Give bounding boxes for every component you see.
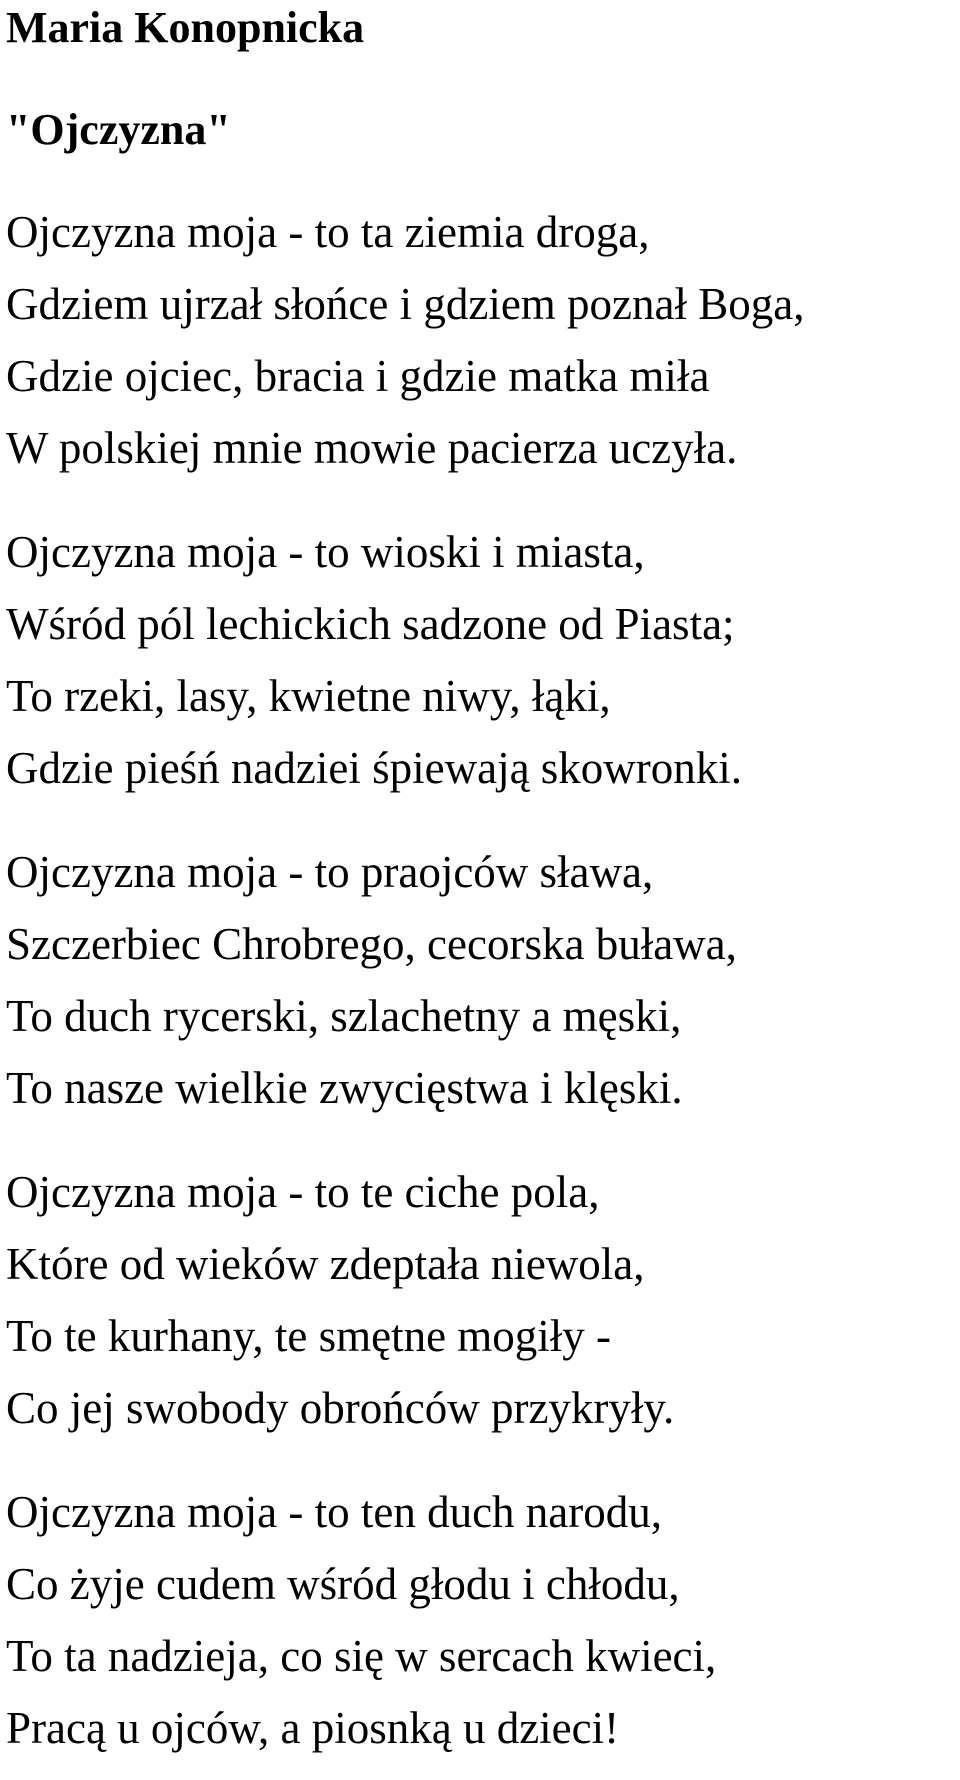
poem-line: To ta nadzieja, co się w sercach kwieci, [6,1631,717,1681]
poem-line: Ojczyzna moja - to wioski i miasta, [6,527,645,577]
poem-line: Co żyje cudem wśród głodu i chłodu, [6,1559,680,1609]
stanza-3 [6,836,737,1124]
poem-author: Maria Konopnicka [6,3,365,52]
poem-line: To rzeki, lasy, kwietne niwy, łąki, [6,671,611,721]
poem-line: Co jej swobody obrońców przykryły. [6,1383,675,1433]
poem-line: Które od wieków zdeptała niewola, [6,1239,645,1289]
poem-line: Gdzie ojciec, bracia i gdzie matka miła [6,351,710,401]
poem-line: Wśród pól lechickich sadzone od Piasta; [6,599,735,649]
poem-line: To nasze wielkie zwycięstwa i klęski. [6,1063,683,1113]
poem-line: Gdzie pieśń nadziei śpiewają skowronki. [6,743,743,793]
stanza-2 [6,516,742,804]
poem-line: Ojczyzna moja - to praojców sława, [6,847,654,897]
stanza-1 [6,196,805,484]
poem-line: Pracą u ojców, a piosnką u dzieci! [6,1703,620,1753]
poem-line: W polskiej mnie mowie pacierza uczyła. [6,423,738,473]
poem-line: Ojczyzna moja - to ten duch narodu, [6,1487,663,1537]
poem-title: "Ojczyzna" [6,105,231,154]
poem-line: Ojczyzna moja - to ta ziemia droga, [6,207,650,257]
poem-line: Szczerbiec Chrobrego, cecorska buława, [6,919,737,969]
poem-line: To duch rycerski, szlachetny a męski, [6,991,682,1041]
poem-line: Ojczyzna moja - to te ciche pola, [6,1167,600,1217]
stanza-4 [6,1156,674,1444]
poem-line: To te kurhany, te smętne mogiły - [6,1311,612,1361]
stanza-5 [6,1476,716,1764]
poem-line: Gdziem ujrzał słońce i gdziem poznał Boga, [6,279,805,329]
